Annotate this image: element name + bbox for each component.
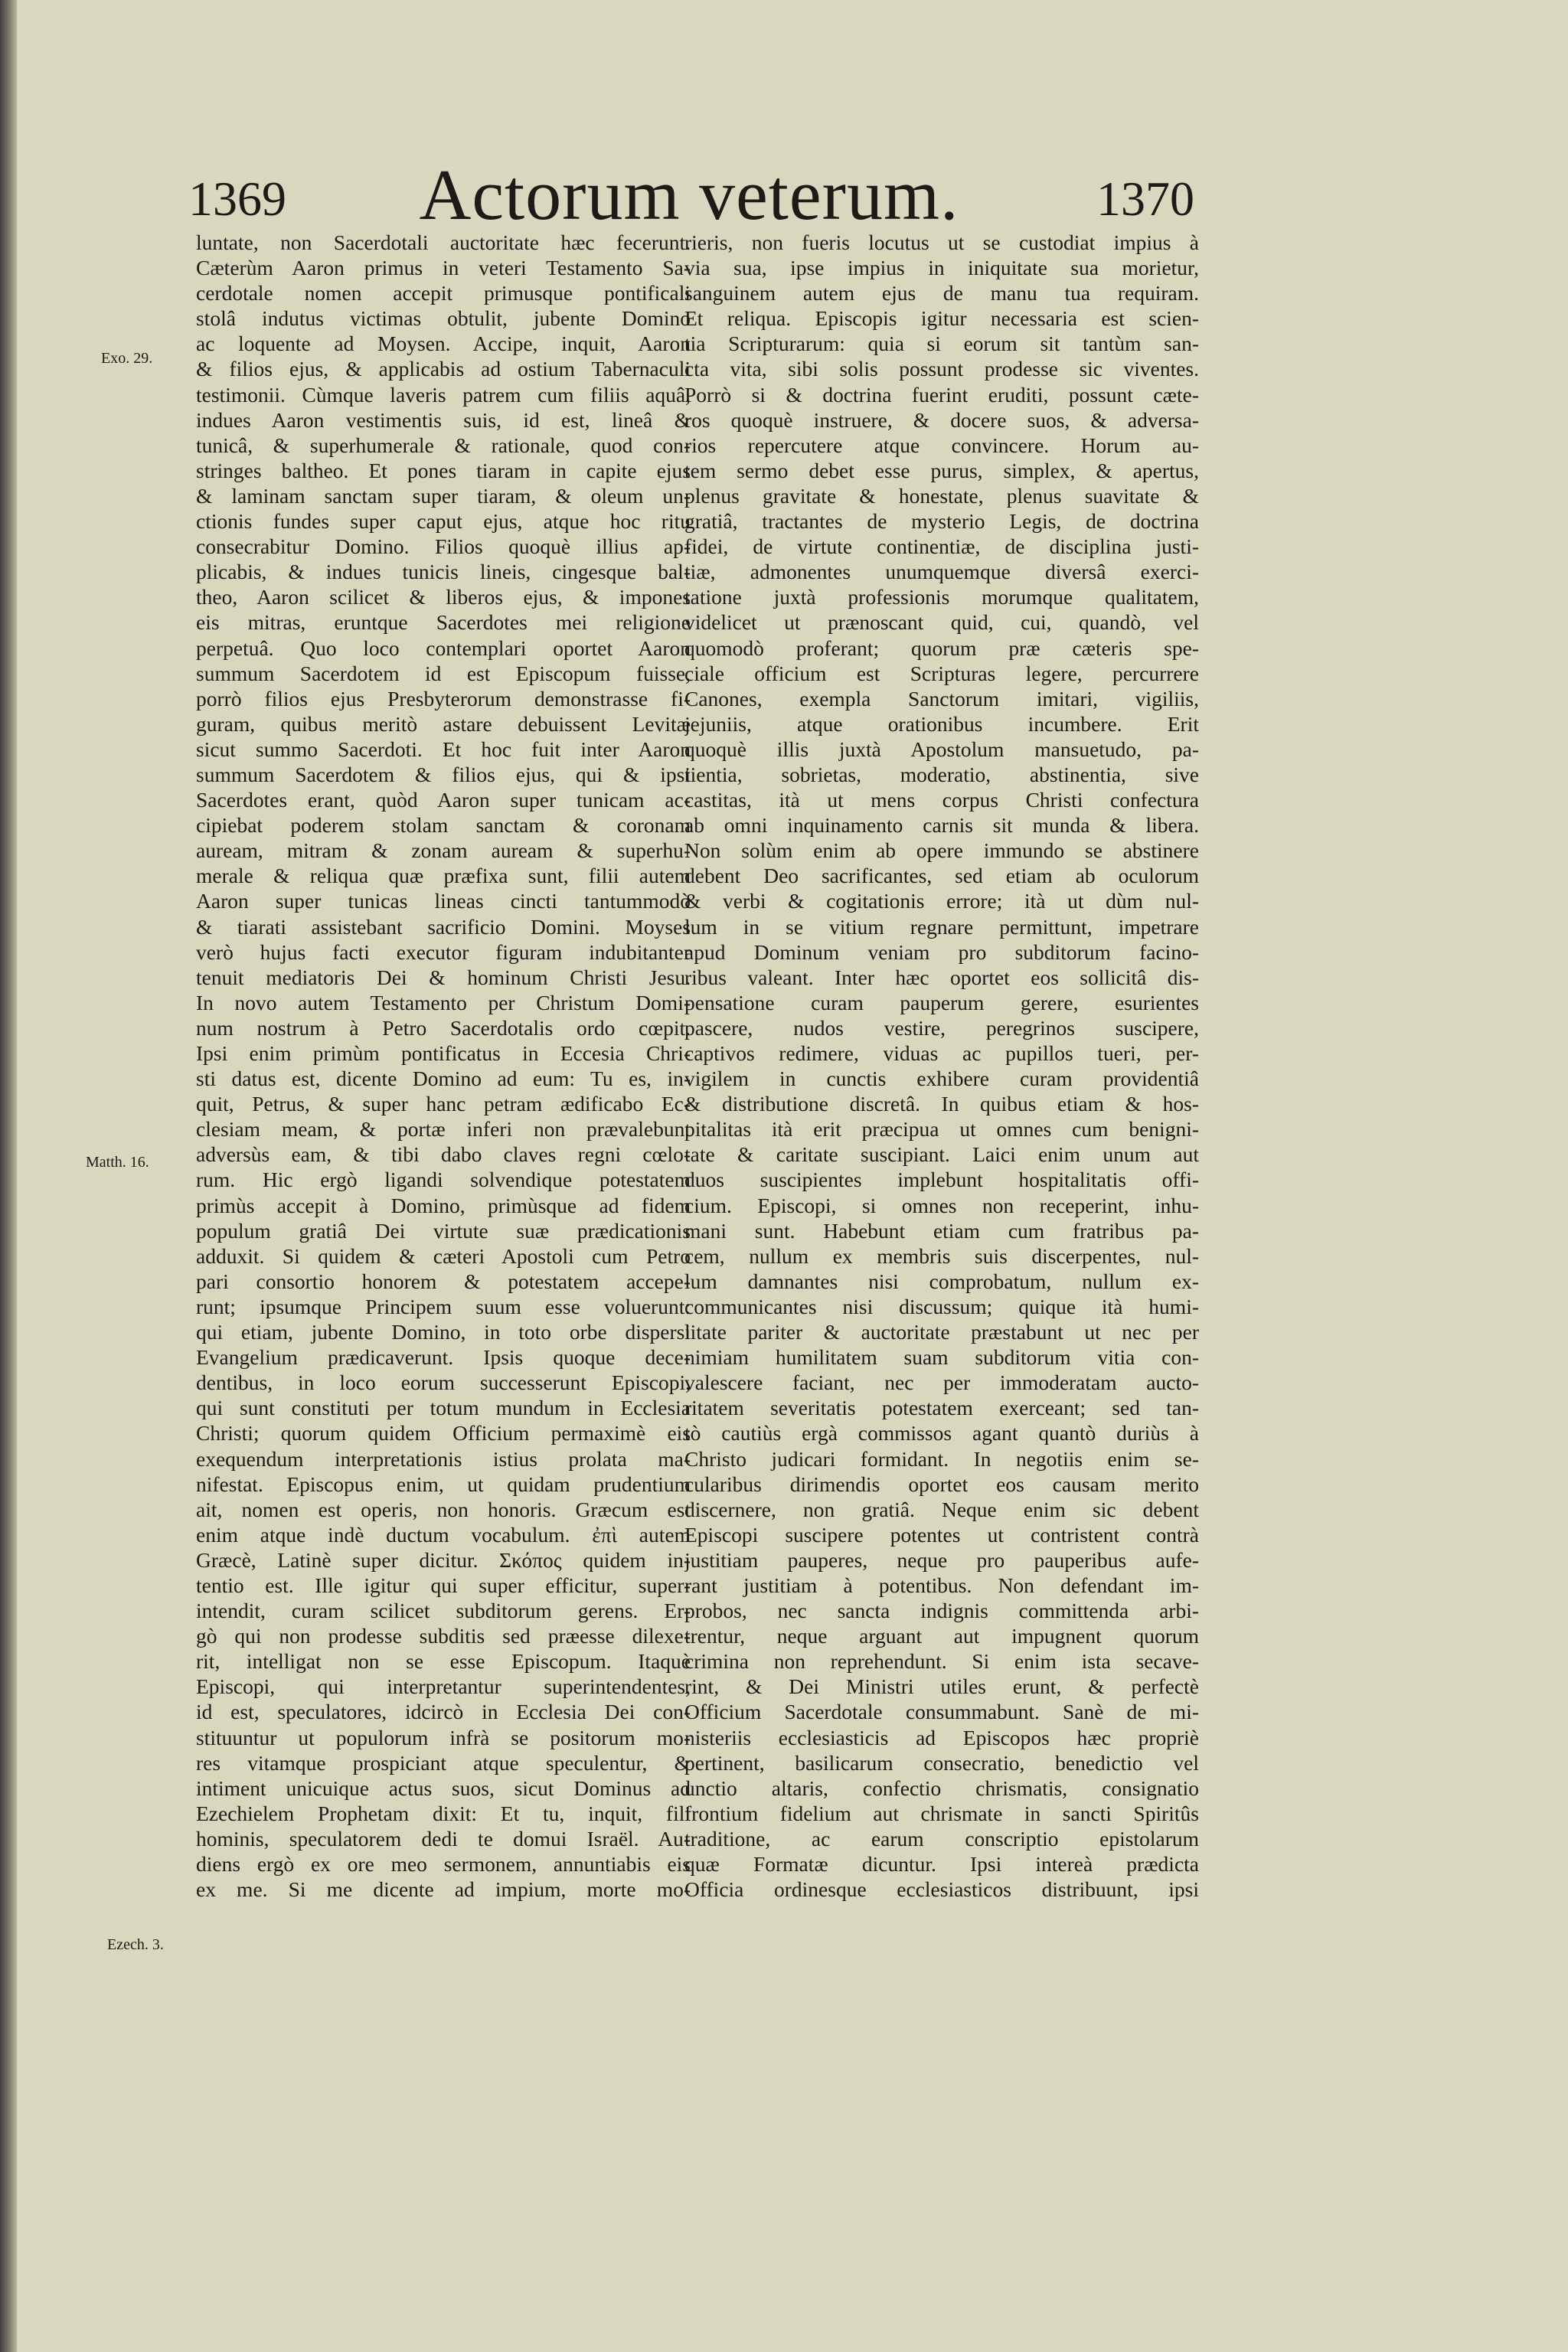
text-line: enim atque indè ductum vocabulum. ἐπὶ autem (196, 1522, 691, 1547)
text-line: nisteriis ecclesiasticis ad Episcopos hæc propriè (684, 1725, 1199, 1749)
text-line: Ezechielem Prophetam dixit: Et tu, inquit, fili (196, 1801, 691, 1825)
text-line: tunicâ, & superhumerale & rationale, quod con- (196, 433, 691, 457)
text-line: ex me. Si me dicente ad impium, morte mo- (196, 1877, 691, 1902)
text-line: tate & caritate suscipiant. Laici enim unum aut (684, 1142, 1199, 1167)
text-line: rint, & Dei Ministri utiles erunt, & perfectè (684, 1674, 1199, 1699)
text-line: nimiam humilitatem suam subditorum vitia con- (684, 1345, 1199, 1370)
text-line: consecrabitur Domino. Filios quoquè illius ap- (196, 534, 691, 559)
text-line: Aaron super tunicas lineas cincti tantummodò (196, 889, 691, 913)
right-text-column (684, 230, 1199, 1902)
text-line: lum in se vitium regnare permittunt, impetrare (684, 914, 1199, 939)
text-line: tatione juxtà professionis morumque qualitatem, (684, 585, 1199, 609)
text-line: lum damnantes nisi comprobatum, nullum ex- (684, 1269, 1199, 1293)
text-line: indues Aaron vestimentis suis, id est, lineâ & (196, 407, 691, 432)
text-line: tia Scripturarum: quia si eorum sit tantùm san- (684, 332, 1199, 356)
text-line: testimonii. Cùmque laveris patrem cum filiis aquâ, (196, 382, 691, 407)
text-line: sicut summo Sacerdoti. Et hoc fuit inter Aaron (196, 737, 691, 761)
text-line: Episcopi suscipere potentes ut contristent contrà (684, 1522, 1199, 1547)
text-line: stringes baltheo. Et pones tiaram in capite ejus (196, 458, 691, 482)
text-line: Ipsi enim primùm pontificatus in Eccesia Chri- (196, 1041, 691, 1065)
page-number-right: 1370 (1096, 172, 1194, 226)
text-line: rum. Hic ergò ligandi solvendique potestatem (196, 1168, 691, 1192)
text-line: quomodò proferant; quorum præ cæteris spe- (684, 635, 1199, 660)
text-line: merale & reliqua quæ præfixa sunt, filii autem (196, 864, 691, 888)
text-line: & distributione discretâ. In quibus etiam & hos- (684, 1092, 1199, 1116)
text-line: theo, Aaron scilicet & liberos ejus, & impones (196, 585, 691, 609)
text-line: intiment unicuique actus suos, sicut Dominus ad (196, 1775, 691, 1800)
text-line: tiæ, admonentes unumquemque diversâ exerci- (684, 560, 1199, 584)
text-line: plicabis, & indues tunicis lineis, cingesque bal- (196, 560, 691, 584)
text-line: apud Dominum veniam pro subditorum facino- (684, 939, 1199, 964)
text-line: debent Deo sacrificantes, sed etiam ab oculorum (684, 864, 1199, 888)
text-line: duos suscipientes implebunt hospitalitatis offi- (684, 1168, 1199, 1192)
text-line: rant justitiam à potentibus. Non defendant im- (684, 1573, 1199, 1597)
text-line: perpetuâ. Quo loco contemplari oportet Aaron (196, 635, 691, 660)
text-line: Canones, exempla Sanctorum imitari, vigiliis, (684, 686, 1199, 710)
text-line: intendit, curam scilicet subditorum gerens. Er- (196, 1599, 691, 1623)
text-line: tenuit mediatoris Dei & hominum Christi Jesu. (196, 965, 691, 989)
text-line: tentio est. Ille igitur qui super efficitur, super- (196, 1573, 691, 1597)
text-line: ritatem severitatis potestatem exerceant; sed tan- (684, 1396, 1199, 1420)
text-line: cium. Episcopi, si omnes non receperint, inhu- (684, 1193, 1199, 1217)
text-line: summum Sacerdotem id est Episcopum fuisse, (196, 661, 691, 685)
text-line: stituuntur ut populorum infrà se positorum mo- (196, 1725, 691, 1749)
text-line: rieris, non fueris locutus ut se custodiat impius à (684, 230, 1199, 254)
text-line: ribus valeant. Inter hæc oportet eos sollicitâ dis- (684, 965, 1199, 989)
text-line: jejuniis, atque orationibus incumbere. Erit (684, 711, 1199, 736)
text-line: Christo judicari formidant. In negotiis enim se- (684, 1446, 1199, 1471)
text-line: communicantes nisi discussum; quique ità humi- (684, 1294, 1199, 1318)
text-line: cta vita, sibi solis possunt prodesse sic viventes. (684, 357, 1199, 381)
text-line: cularibus dirimendis oportet eos causam merito (684, 1472, 1199, 1496)
text-line: ac loquente ad Moysen. Accipe, inquit, Aaron (196, 332, 691, 356)
text-line: quæ Formatæ dicuntur. Ipsi intereà prædicta (684, 1852, 1199, 1876)
text-line: stolâ indutus victimas obtulit, jubente Domino (196, 306, 691, 331)
text-line: id est, speculatores, idcircò in Ecclesia Dei con- (196, 1700, 691, 1724)
text-line: qui etiam, jubente Domino, in toto orbe dispersi (196, 1320, 691, 1344)
book-binding (0, 0, 17, 2352)
text-line: rios repercutere atque convincere. Horum au- (684, 433, 1199, 457)
text-line: traditione, ac earum conscriptio epistolarum (684, 1826, 1199, 1851)
text-line: vigilem in cunctis exhibere curam providentiâ (684, 1067, 1199, 1091)
text-line: videlicet ut prænoscant quid, cui, quandò, vel (684, 610, 1199, 635)
text-line: ros quoquè instruere, & docere suos, & adversa- (684, 407, 1199, 432)
text-line: fidei, de virtute continentiæ, de disciplina justi- (684, 534, 1199, 559)
text-line: num nostrum à Petro Sacerdotalis ordo cœpit. (196, 1015, 691, 1040)
page-number-left: 1369 (188, 172, 286, 226)
text-line: hominis, speculatorem dedi te domui Israël. Au- (196, 1826, 691, 1851)
page-header (184, 153, 1194, 237)
text-line: & filios ejus, & applicabis ad ostium Tabernaculi (196, 357, 691, 381)
text-line: exequendum interpretationis istius prolata ma- (196, 1446, 691, 1471)
text-line: quoquè illis juxtà Apostolum mansuetudo, pa- (684, 737, 1199, 761)
text-line: frontium fidelium aut chrismate in sancti Spiritûs (684, 1801, 1199, 1825)
text-line: luntate, non Sacerdotali auctoritate hæc fecerunt. (196, 230, 691, 254)
text-line: Cæterùm Aaron primus in veteri Testamento Sa- (196, 256, 691, 280)
text-line: Evangelium prædicaverunt. Ipsis quoque dece- (196, 1345, 691, 1370)
text-line: porrò filios ejus Presbyterorum demonstrasse fi- (196, 686, 691, 710)
text-line: verò hujus facti executor figuram indubitanter (196, 939, 691, 964)
text-line: ait, nomen est operis, non honoris. Græcum est (196, 1497, 691, 1521)
text-line: discernere, non gratiâ. Neque enim sic debent (684, 1497, 1199, 1521)
text-line: castitas, ità ut mens corpus Christi confectura (684, 788, 1199, 812)
text-line: Officia ordinesque ecclesiasticos distribuunt, ipsi (684, 1877, 1199, 1902)
text-line: nifestat. Episcopus enim, ut quidam prudentium (196, 1472, 691, 1496)
text-line: sanguinem autem ejus de manu tua requiram. (684, 281, 1199, 305)
text-line: ctionis fundes super caput ejus, atque hoc ritu (196, 509, 691, 534)
text-line: Græcè, Latinè super dicitur. Σκόπος quidem in- (196, 1547, 691, 1572)
text-line: Et reliqua. Episcopis igitur necessaria est scien- (684, 306, 1199, 331)
margin-note-matth: Matth. 16. (86, 1154, 149, 1171)
text-line: Sacerdotes erant, quòd Aaron super tunicam ac- (196, 788, 691, 812)
text-line: summum Sacerdotem & filios ejus, qui & ipsi (196, 762, 691, 786)
text-line: adversùs eam, & tibi dabo claves regni cœlo- (196, 1142, 691, 1167)
text-line: auream, mitram & zonam auream & superhu- (196, 838, 691, 863)
text-line: adduxit. Si quidem & cæteri Apostoli cum Petro (196, 1243, 691, 1268)
text-line: ab omni inquinamento carnis sit munda & libera. (684, 813, 1199, 838)
text-line: Christi; quorum quidem Officium permaximè eis (196, 1421, 691, 1446)
text-line: cem, nullum ex membris suis discerpentes, nul- (684, 1243, 1199, 1268)
text-line: ciale officium est Scripturas legere, percurrere (684, 661, 1199, 685)
text-line: runt; ipsumque Principem suum esse voluerunt: (196, 1294, 691, 1318)
text-line: Porrò si & doctrina fuerint eruditi, possunt cæte- (684, 382, 1199, 407)
text-line: diens ergò ex ore meo sermonem, annuntiabis eis (196, 1852, 691, 1876)
text-line: via sua, ipse impius in iniquitate sua morietur, (684, 256, 1199, 280)
text-line: In novo autem Testamento per Christum Domi- (196, 990, 691, 1014)
text-line: qui sunt constituti per totum mundum in Ecclesia (196, 1396, 691, 1420)
text-line: tem sermo debet esse purus, simplex, & apertus, (684, 458, 1199, 482)
text-line: pari consortio honorem & potestatem accepe- (196, 1269, 691, 1293)
text-line: sti datus est, dicente Domino ad eum: Tu es, in- (196, 1067, 691, 1091)
text-line: gratiâ, tractantes de mysterio Legis, de doctrina (684, 509, 1199, 534)
margin-note-ezech: Ezech. 3. (107, 1936, 164, 1953)
text-line: valescere faciant, nec per immoderatam aucto- (684, 1370, 1199, 1395)
text-line: cipiebat poderem stolam sanctam & coronam (196, 813, 691, 838)
text-line: plenus gravitate & honestate, plenus suavitate & (684, 483, 1199, 508)
text-line: pensatione curam pauperum gerere, esurientes (684, 990, 1199, 1014)
text-line: crimina non reprehendunt. Si enim ista secave- (684, 1649, 1199, 1674)
text-line: & laminam sanctam super tiaram, & oleum un- (196, 483, 691, 508)
margin-note-exo: Exo. 29. (101, 350, 153, 367)
text-line: primùs accepit à Domino, primùsque ad fidem (196, 1193, 691, 1217)
text-line: cerdotale nomen accepit primusque pontificali (196, 281, 691, 305)
text-line: justitiam pauperes, neque pro pauperibus aufe- (684, 1547, 1199, 1572)
text-line: rit, intelligat non se esse Episcopum. Itaquè (196, 1649, 691, 1674)
text-line: Non solùm enim ab opere immundo se abstinere (684, 838, 1199, 863)
text-line: mani sunt. Habebunt etiam cum fratribus pa- (684, 1218, 1199, 1243)
text-line: tientia, sobrietas, moderatio, abstinentia, sive (684, 762, 1199, 786)
text-line: & verbi & cogitationis errore; ità ut dùm nul- (684, 889, 1199, 913)
left-text-column (196, 230, 691, 1902)
text-line: guram, quibus meritò astare debuissent Levitæ (196, 711, 691, 736)
text-line: captivos redimere, viduas ac pupillos tueri, per- (684, 1041, 1199, 1065)
text-line: quit, Petrus, & super hanc petram ædificabo Ec- (196, 1092, 691, 1116)
text-line: pitalitas ità erit præcipua ut omnes cum benigni- (684, 1117, 1199, 1142)
text-line: res vitamque prospiciant atque speculentur, & (196, 1750, 691, 1775)
text-line: Episcopi, qui interpretantur superintendentes, (196, 1674, 691, 1699)
running-title: Actorum veterum. (419, 155, 959, 235)
text-line: unctio altaris, confectio chrismatis, consignatio (684, 1775, 1199, 1800)
text-line: eis mitras, eruntque Sacerdotes mei religione (196, 610, 691, 635)
text-line: pertinent, basilicarum consecratio, benedictio vel (684, 1750, 1199, 1775)
text-line: clesiam meam, & portæ inferi non prævalebunt (196, 1117, 691, 1142)
text-line: populum gratiâ Dei virtute suæ prædicationis (196, 1218, 691, 1243)
text-line: probos, nec sancta indignis committenda arbi- (684, 1599, 1199, 1623)
text-line: Officium Sacerdotale consummabunt. Sanè de mi- (684, 1700, 1199, 1724)
text-line: tò cautiùs ergà commissos agant quantò duriùs à (684, 1421, 1199, 1446)
text-line: pascere, nudos vestire, peregrinos suscipere, (684, 1015, 1199, 1040)
text-line: dentibus, in loco eorum successerunt Episcopi, (196, 1370, 691, 1395)
text-line: gò qui non prodesse subditis sed præesse dilexe- (196, 1624, 691, 1648)
text-line: litate pariter & auctoritate præstabunt ut nec per (684, 1320, 1199, 1344)
text-line: & tiarati assistebant sacrificio Domini. Moyses (196, 914, 691, 939)
text-line: trentur, neque arguant aut impugnent quorum (684, 1624, 1199, 1648)
